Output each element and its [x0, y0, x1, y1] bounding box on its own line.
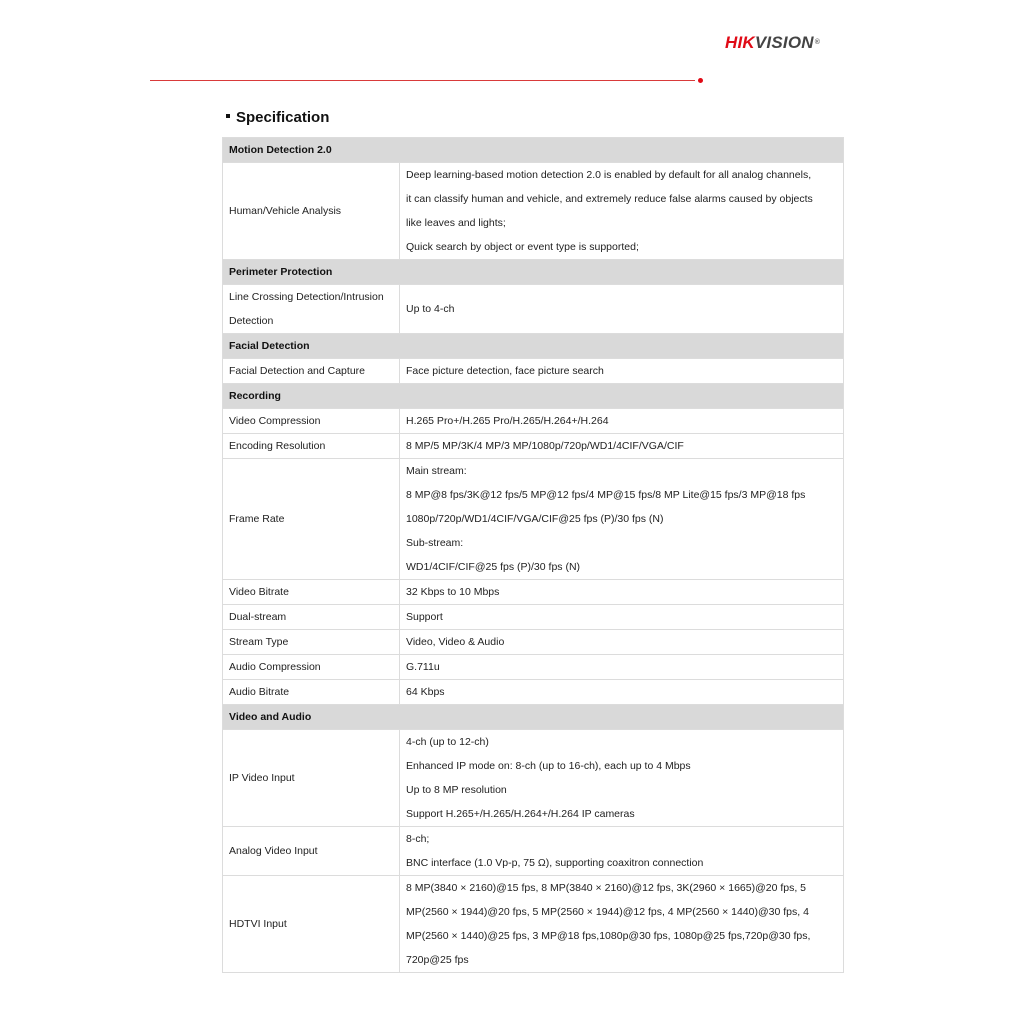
spec-label: IP Video Input — [223, 730, 400, 827]
spec-label: Facial Detection and Capture — [223, 359, 400, 384]
spec-label: Human/Vehicle Analysis — [223, 163, 400, 260]
spec-value — [400, 459, 844, 580]
spec-value — [400, 655, 844, 680]
spec-value — [400, 605, 844, 630]
spec-value-line: Quick search by object or event type is supported; — [406, 241, 639, 253]
spec-row — [223, 434, 844, 459]
spec-row — [223, 459, 844, 580]
spec-value-line: MP(2560 × 1440)@25 fps, 3 MP@18 fps,1080p@30 fps, 1080p@25 fps,720p@30 fps, — [406, 930, 811, 942]
spec-label: Dual-stream — [223, 605, 400, 630]
spec-value-line: Up to 8 MP resolution — [406, 784, 507, 796]
section-title: Video and Audio — [223, 705, 844, 730]
spec-table — [222, 137, 844, 973]
spec-value-line: 64 Kbps — [406, 686, 445, 698]
spec-label: Audio Compression — [223, 655, 400, 680]
spec-value-line: like leaves and lights; — [406, 217, 506, 229]
spec-value-line: 8 MP/5 MP/3K/4 MP/3 MP/1080p/720p/WD1/4CIF/VGA/CIF — [406, 440, 684, 452]
spec-row — [223, 285, 844, 334]
spec-value-line: 720p@25 fps — [406, 954, 469, 966]
spec-value-line: 8 MP@8 fps/3K@12 fps/5 MP@12 fps/4 MP@15 fps/8 MP Lite@15 fps/3 MP@18 fps — [406, 489, 806, 501]
spec-label: Encoding Resolution — [223, 434, 400, 459]
spec-value — [400, 434, 844, 459]
section-heading — [226, 108, 329, 128]
spec-value-line: Support — [406, 611, 443, 623]
logo-red-text: HIK — [725, 33, 755, 52]
spec-value-line: Sub-stream: — [406, 537, 464, 549]
spec-value-line: Up to 4-ch — [406, 303, 455, 315]
spec-row — [223, 876, 844, 973]
section-row — [223, 260, 844, 285]
spec-value-line: G.711u — [406, 661, 440, 673]
spec-value — [400, 409, 844, 434]
spec-label: Video Bitrate — [223, 580, 400, 605]
spec-value-line: 1080p/720p/WD1/4CIF/VGA/CIF@25 fps (P)/30 fps (N) — [406, 513, 664, 525]
spec-value — [400, 827, 844, 876]
spec-value-line: Enhanced IP mode on: 8-ch (up to 16-ch), each up to 4 Mbps — [406, 760, 691, 772]
spec-row — [223, 680, 844, 705]
spec-value-line: it can classify human and vehicle, and extremely reduce false alarms caused by objects — [406, 193, 813, 205]
spec-row — [223, 605, 844, 630]
spec-row — [223, 359, 844, 384]
spec-value — [400, 580, 844, 605]
logo-gray-text: VISION — [754, 33, 814, 52]
spec-value-line: Main stream: — [406, 465, 467, 477]
spec-row — [223, 630, 844, 655]
section-row — [223, 334, 844, 359]
spec-value-line: 4-ch (up to 12-ch) — [406, 736, 489, 748]
registered-mark: ® — [814, 39, 821, 46]
section-title: Motion Detection 2.0 — [223, 138, 844, 163]
spec-value — [400, 285, 844, 334]
section-title: Recording — [223, 384, 844, 409]
spec-value — [400, 163, 844, 260]
spec-value-line: MP(2560 × 1944)@20 fps, 5 MP(2560 × 1944)@12 fps, 4 MP(2560 × 1440)@30 fps, 4 — [406, 906, 809, 918]
section-heading-text: Specification — [236, 109, 330, 126]
spec-row — [223, 163, 844, 260]
spec-row — [223, 409, 844, 434]
spec-label: Stream Type — [223, 630, 400, 655]
section-row — [223, 384, 844, 409]
header-rule-dot — [698, 78, 703, 83]
spec-row — [223, 655, 844, 680]
spec-label: Analog Video Input — [223, 827, 400, 876]
spec-row — [223, 827, 844, 876]
spec-value-line: WD1/4CIF/CIF@25 fps (P)/30 fps (N) — [406, 561, 581, 573]
spec-value-line: Deep learning-based motion detection 2.0 is enabled by default for all analog channels, — [406, 169, 812, 181]
spec-value-line: Support H.265+/H.265/H.264+/H.264 IP cameras — [406, 808, 635, 820]
section-row — [223, 138, 844, 163]
spec-table-body — [223, 138, 844, 973]
section-title: Perimeter Protection — [223, 260, 844, 285]
section-row — [223, 705, 844, 730]
spec-value-line: 8 MP(3840 × 2160)@15 fps, 8 MP(3840 × 2160)@12 fps, 3K(2960 × 1665)@20 fps, 5 — [406, 882, 807, 894]
spec-row — [223, 580, 844, 605]
spec-value-line: 8-ch; — [406, 833, 430, 845]
hikvision-logo — [725, 33, 820, 53]
spec-value-line: BNC interface (1.0 Vp-p, 75 Ω), supporting coaxitron connection — [406, 857, 704, 869]
header-rule — [150, 80, 695, 81]
spec-row — [223, 730, 844, 827]
spec-label: Video Compression — [223, 409, 400, 434]
spec-value — [400, 359, 844, 384]
spec-value-line: H.265 Pro+/H.265 Pro/H.265/H.264+/H.264 — [406, 415, 609, 427]
bullet-icon — [226, 114, 230, 118]
spec-value-line: 32 Kbps to 10 Mbps — [406, 586, 500, 598]
spec-label: Line Crossing Detection/Intrusion Detection — [223, 285, 400, 334]
section-title: Facial Detection — [223, 334, 844, 359]
spec-value-line: Face picture detection, face picture search — [406, 365, 604, 377]
spec-value — [400, 630, 844, 655]
spec-value — [400, 730, 844, 827]
spec-label: HDTVI Input — [223, 876, 400, 973]
spec-value — [400, 876, 844, 973]
spec-label: Audio Bitrate — [223, 680, 400, 705]
spec-value-line: Video, Video & Audio — [406, 636, 505, 648]
spec-value — [400, 680, 844, 705]
spec-label: Frame Rate — [223, 459, 400, 580]
